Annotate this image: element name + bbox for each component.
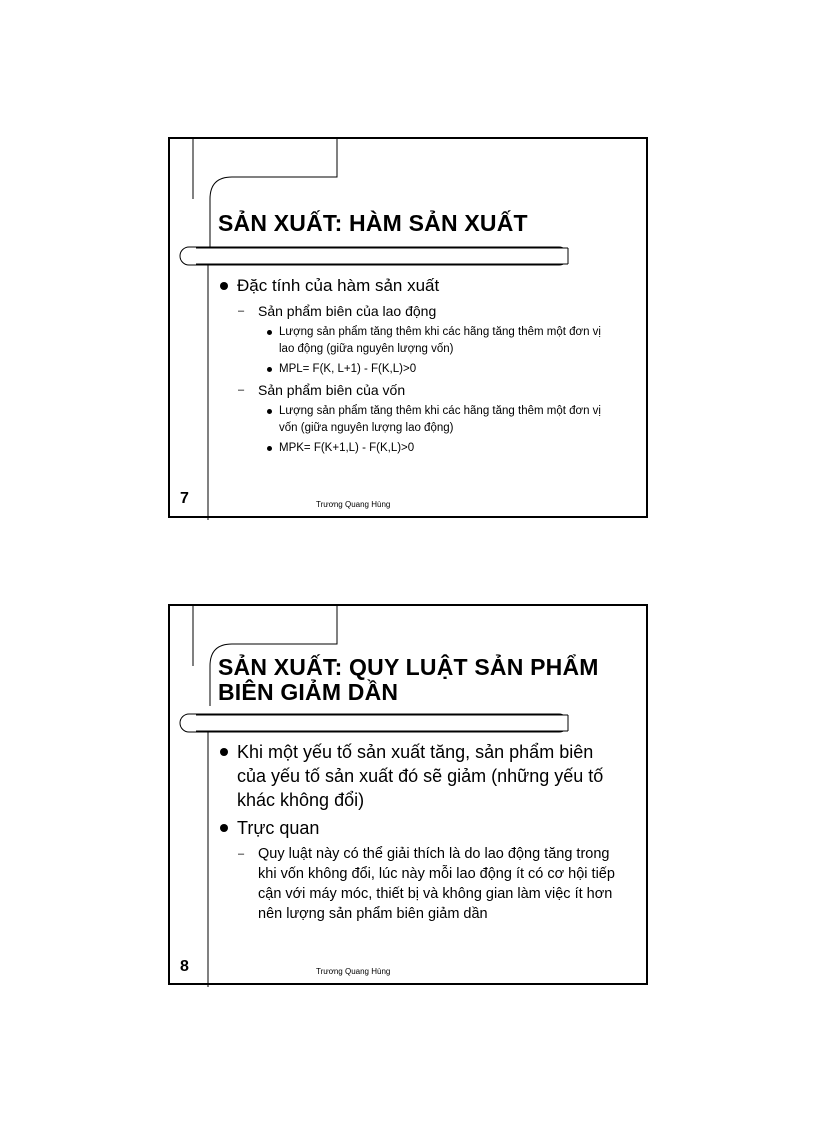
slide-body	[220, 276, 615, 460]
slide-number: 7	[180, 490, 189, 507]
bullet-item: Trực quan	[220, 816, 615, 840]
author-footer: Trương Quang Hùng	[316, 500, 391, 509]
slide-title: SẢN XUẤT: QUY LUẬT SẢN PHẨM BIÊN GIẢM DẦN	[218, 654, 599, 705]
sub-sub-bullet-item: Lượng sản phẩm tăng thêm khi các hãng tăng thêm một đơn vị lao động (giữa nguyên lượng vốn)	[220, 324, 615, 358]
bullet-item: Đặc tính của hàm sản xuất	[220, 276, 615, 296]
sub-bullet-item: – Sản phẩm biên của lao động	[220, 302, 615, 320]
bullet-item: Khi một yếu tố sản xuất tăng, sản phẩm biên của yếu tố sản xuất đó sẽ giảm (những yếu tố khác không đổi)	[220, 740, 615, 812]
sub-sub-bullet-item: Lượng sản phẩm tăng thêm khi các hãng tăng thêm một đơn vị vốn (giữa nguyên lượng lao động)	[220, 403, 615, 437]
sub-sub-bullet-item: MPK= F(K+1,L) - F(K,L)>0	[220, 440, 615, 457]
slide-7	[168, 137, 648, 518]
sub-bullet-item: – Sản phẩm biên của vốn	[220, 381, 615, 399]
slide-number: 8	[180, 958, 189, 975]
slide-8	[168, 604, 648, 985]
slide-title: SẢN XUẤT: HÀM SẢN XUẤT	[218, 210, 528, 236]
author-footer: Trương Quang Hùng	[316, 967, 391, 976]
slide-body	[220, 740, 615, 924]
sub-sub-bullet-item: MPL= F(K, L+1) - F(K,L)>0	[220, 361, 615, 378]
sub-bullet-item: – Quy luật này có thể giải thích là do lao động tăng trong khi vốn không đổi, lúc này mỗi lao động ít có cơ hội tiếp cận với máy móc, thiết bị và không gian làm việc ít hơn nên lượng sản phẩm biên giảm dần	[220, 844, 615, 924]
